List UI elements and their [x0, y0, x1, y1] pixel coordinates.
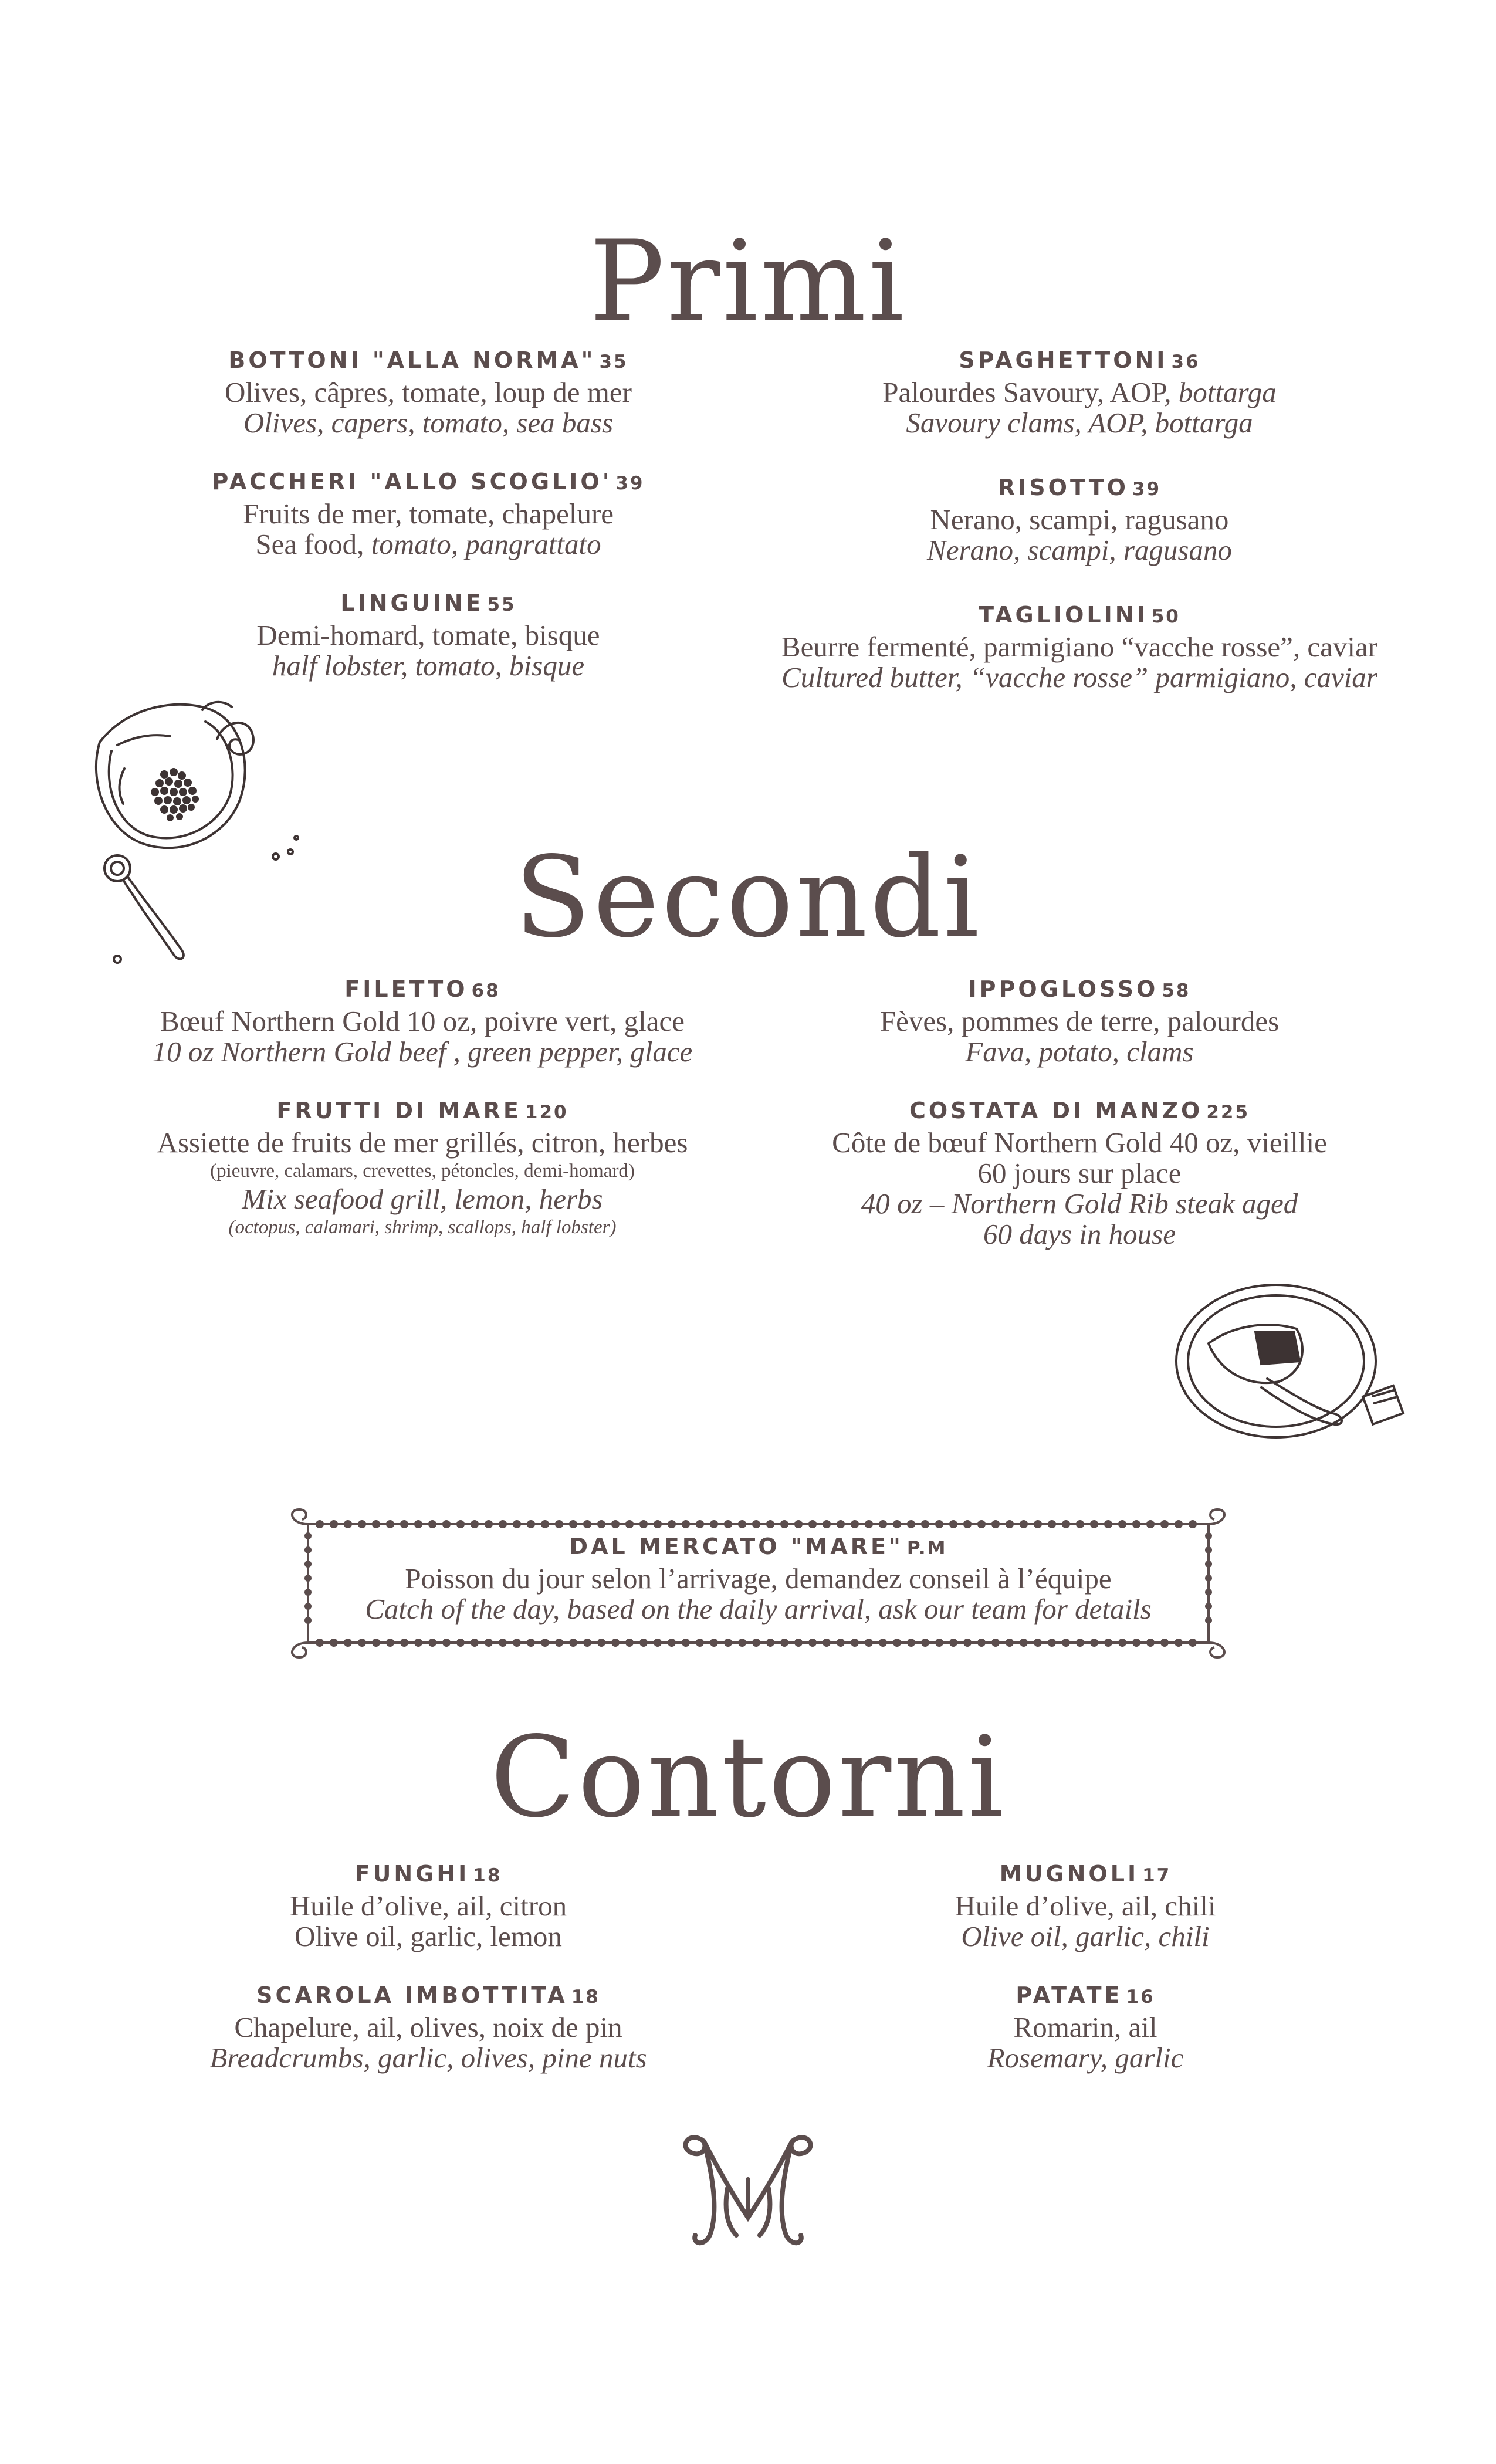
frame-bead [710, 1639, 718, 1647]
frame-bead [1132, 1520, 1140, 1528]
frame-bead [1175, 1520, 1183, 1528]
frame-bead [499, 1520, 507, 1528]
item-price: 18 [473, 1865, 502, 1886]
frame-bead [654, 1520, 662, 1528]
frame-bead [724, 1520, 732, 1528]
frame-bead [766, 1520, 774, 1528]
item-price: 17 [1142, 1865, 1172, 1886]
item-description-fr: Chapelure, ail, olives, noix de pin [234, 2011, 622, 2043]
frame-bead [358, 1639, 366, 1647]
frame-bead [738, 1520, 746, 1528]
secondi-right-column [769, 974, 1390, 1278]
frame-bead [1146, 1520, 1155, 1528]
item-name: RISOTTO [997, 475, 1129, 500]
section-title-contorni: Contorni [490, 1712, 1006, 1842]
frame-bead [358, 1520, 366, 1528]
item-description-en: Catch of the day, based on the daily arrival, ask our team for details [365, 1593, 1152, 1625]
frame-bead [1076, 1520, 1084, 1528]
frame-bead [991, 1520, 1000, 1528]
item-description-fr: Assiette de fruits de mer grillés, citron, herbes [157, 1126, 688, 1159]
item-description-fr: Demi-homard, tomate, bisque [256, 619, 600, 651]
item-name: IPPOGLOSSO [968, 976, 1159, 1002]
item-price: 55 [487, 594, 516, 615]
frame-bead [1048, 1639, 1056, 1647]
menu-item [769, 974, 1390, 1067]
item-description-en: Breadcrumbs, garlic, olives, pine nuts [209, 2042, 647, 2074]
frame-bead [696, 1639, 704, 1647]
frame-bead [794, 1520, 803, 1528]
item-price: 225 [1206, 1102, 1250, 1123]
contorni-right-column [827, 1859, 1343, 2101]
frame-bead [330, 1639, 338, 1647]
item-name: FILETTO [344, 976, 468, 1002]
contorni-left-column [153, 1859, 704, 2101]
frame-bead [400, 1520, 408, 1528]
frame-bead [400, 1639, 408, 1647]
frame-bead [471, 1520, 479, 1528]
frame-bead [597, 1520, 605, 1528]
item-price: 50 [1151, 606, 1180, 627]
frame-bead [808, 1639, 817, 1647]
frame-bead [1205, 1589, 1212, 1596]
frame-bead [1020, 1639, 1028, 1647]
frame-bead [752, 1520, 760, 1528]
frame-bead [316, 1520, 324, 1528]
menu-item [153, 466, 704, 560]
item-name: PATATE [1016, 1982, 1123, 2008]
item-description-fr: Fèves, pommes de terre, palourdes [879, 1005, 1280, 1037]
item-name: TAGLIOLINI [979, 602, 1148, 628]
item-price: 120 [524, 1102, 568, 1123]
frame-bead [555, 1520, 563, 1528]
item-name: COSTATA DI MANZO [909, 1098, 1203, 1123]
frame-bead [1160, 1639, 1169, 1647]
item-description-fr-italic: bottarga [1178, 376, 1277, 408]
plate-dish-illustration [1167, 1273, 1420, 1449]
item-description-en: Savoury clams, AOP, bottarga [906, 407, 1253, 439]
menu-item [129, 1095, 716, 1240]
menu-item [153, 1980, 704, 2073]
item-price: 68 [471, 980, 500, 1001]
frame-bead [442, 1520, 451, 1528]
section-title-secondi: Secondi [514, 832, 982, 962]
frame-bead [499, 1639, 507, 1647]
frame-bead [1205, 1617, 1212, 1624]
frame-bead [527, 1639, 535, 1647]
frame-bead [344, 1520, 352, 1528]
frame-bead [879, 1520, 887, 1528]
frame-bead [386, 1639, 394, 1647]
frame-bead [597, 1639, 605, 1647]
frame-bead [1118, 1520, 1126, 1528]
frame-bead [935, 1520, 943, 1528]
item-price: 58 [1162, 980, 1191, 1001]
item-description-fr: Olives, câpres, tomate, loup de mer [225, 376, 632, 408]
frame-bead [1146, 1639, 1155, 1647]
menu-item [153, 1859, 704, 1952]
frame-bead [724, 1639, 732, 1647]
frame-bead [1205, 1561, 1212, 1568]
frame-bead [541, 1639, 549, 1647]
item-description-en: Nerano, scampi, ragusano [927, 534, 1232, 566]
item-description-en-italic: tomato, pangrattato [371, 528, 601, 560]
frame-bead [837, 1520, 845, 1528]
frame-bead [639, 1639, 648, 1647]
item-description-en: Olives, capers, tomato, sea bass [243, 407, 614, 439]
frame-bead [823, 1520, 831, 1528]
frame-bead [808, 1520, 817, 1528]
frame-bead [1104, 1639, 1112, 1647]
menu-item [153, 588, 704, 681]
frame-bead [766, 1639, 774, 1647]
item-description-en [153, 529, 704, 560]
item-note-fr: (pieuvre, calamars, crevettes, pétoncles, demi-homard) [210, 1160, 635, 1182]
menu-item [153, 345, 704, 438]
item-description-fr-line2: 60 jours sur place [977, 1157, 1182, 1189]
item-price: 16 [1126, 1986, 1155, 2008]
frame-bead [837, 1639, 845, 1647]
frame-bead [485, 1520, 493, 1528]
frame-bead [456, 1520, 465, 1528]
frame-bead [935, 1639, 943, 1647]
frame-bead [1062, 1520, 1070, 1528]
frame-bead [893, 1520, 901, 1528]
item-description-fr: Romarin, ail [1013, 2011, 1157, 2043]
frame-bead [851, 1639, 859, 1647]
frame-bead [668, 1639, 676, 1647]
frame-bead [921, 1639, 929, 1647]
section-title-primi: Primi [589, 216, 907, 346]
frame-bead [513, 1520, 521, 1528]
frame-bead [794, 1639, 803, 1647]
item-description-en: Cultured butter, “vacche rosse” parmigiano, caviar [781, 661, 1377, 693]
frame-bead [1020, 1520, 1028, 1528]
item-description-en: Rosemary, garlic [987, 2042, 1184, 2074]
secondi-left-column [129, 974, 716, 1268]
frame-bead [625, 1639, 634, 1647]
item-description-fr: Huile d’olive, ail, chili [955, 1890, 1216, 1922]
frame-bead [1205, 1603, 1212, 1610]
item-price: 35 [599, 351, 628, 373]
frame-bead [1205, 1532, 1212, 1539]
menu-item [757, 600, 1402, 693]
menu-item [757, 345, 1402, 438]
item-price: P.M [906, 1538, 947, 1559]
item-name: FRUTTI DI MARE [276, 1098, 522, 1123]
frame-bead [372, 1639, 380, 1647]
frame-bead [1118, 1639, 1126, 1647]
frame-bead [569, 1520, 577, 1528]
item-name: BOTTONI "ALLA NORMA" [228, 347, 596, 373]
item-name: SCAROLA IMBOTTITA [256, 1982, 568, 2008]
item-description-en: Olive oil, garlic, chili [961, 1920, 1210, 1952]
primi-right-column [757, 345, 1402, 721]
frame-bead [879, 1639, 887, 1647]
frame-bead [907, 1639, 915, 1647]
frame-bead [428, 1520, 436, 1528]
item-name: DAL MERCATO "MARE" [569, 1534, 903, 1559]
frame-bead [1175, 1639, 1183, 1647]
frame-bead [330, 1520, 338, 1528]
monogram-letter: M [747, 2247, 749, 2248]
menu-item [129, 974, 716, 1067]
frame-bead [1189, 1520, 1197, 1528]
frame-bead [541, 1520, 549, 1528]
frame-bead [865, 1520, 873, 1528]
menu-item [769, 1095, 1390, 1250]
frame-bead [471, 1639, 479, 1647]
frame-bead [513, 1639, 521, 1647]
frame-bead [851, 1520, 859, 1528]
frame-bead [977, 1639, 986, 1647]
frame-bead [696, 1520, 704, 1528]
frame-bead [611, 1520, 620, 1528]
frame-bead [414, 1520, 422, 1528]
frame-bead [456, 1639, 465, 1647]
frame-bead [428, 1639, 436, 1647]
frame-bead [1090, 1520, 1098, 1528]
frame-bead [569, 1639, 577, 1647]
frame-bead [682, 1639, 690, 1647]
item-note-en: (octopus, calamari, shrimp, scallops, half lobster) [228, 1217, 617, 1238]
frame-bead [949, 1520, 957, 1528]
menu-item [827, 1980, 1343, 2073]
frame-bead [1104, 1520, 1112, 1528]
frame-bead [386, 1520, 394, 1528]
frame-bead [1076, 1639, 1084, 1647]
frame-bead [668, 1520, 676, 1528]
item-price: 18 [571, 1986, 600, 2008]
frame-bead [823, 1639, 831, 1647]
primi-left-column [153, 345, 704, 709]
frame-bead [949, 1639, 957, 1647]
frame-bead [625, 1520, 634, 1528]
item-description-en: 10 oz Northern Gold beef , green pepper, glace [152, 1035, 693, 1068]
frame-bead [555, 1639, 563, 1647]
frame-bead [1034, 1520, 1042, 1528]
dal-mercato-box [311, 1531, 1206, 1624]
frame-bead [991, 1639, 1000, 1647]
item-description-en: half lobster, tomato, bisque [272, 649, 585, 682]
monogram-emblem [678, 2124, 818, 2253]
frame-bead [977, 1520, 986, 1528]
frame-bead [583, 1520, 591, 1528]
item-description-en: Fava, potato, clams [965, 1035, 1194, 1068]
frame-bead [752, 1639, 760, 1647]
frame-bead [316, 1639, 324, 1647]
frame-bead [611, 1639, 620, 1647]
frame-bead [1034, 1639, 1042, 1647]
item-description-fr: Poisson du jour selon l’arrivage, demandez conseil à l’équipe [405, 1562, 1112, 1595]
item-description-fr: Beurre fermenté, parmigiano “vacche rosse”, caviar [781, 631, 1378, 663]
frame-bead [963, 1520, 972, 1528]
frame-bead [654, 1639, 662, 1647]
item-price: 36 [1171, 351, 1200, 373]
item-name: SPAGHETTONI [959, 347, 1168, 373]
item-description-en-line2: 60 days in house [983, 1218, 1176, 1250]
frame-bead [710, 1520, 718, 1528]
frame-bead [921, 1520, 929, 1528]
frame-bead [485, 1639, 493, 1647]
item-name: FUNGHI [354, 1861, 470, 1887]
frame-bead [639, 1520, 648, 1528]
frame-bead [1205, 1546, 1212, 1553]
item-name: MUGNOLI [999, 1861, 1139, 1887]
item-name: PACCHERI "ALLO SCOGLIO' [212, 469, 612, 495]
item-description-en: Mix seafood grill, lemon, herbs [242, 1183, 603, 1215]
frame-bead [1006, 1520, 1014, 1528]
frame-bead [963, 1639, 972, 1647]
item-description-fr: Huile d’olive, ail, citron [289, 1890, 567, 1922]
frame-bead [1062, 1639, 1070, 1647]
frame-bead [865, 1639, 873, 1647]
frame-bead [1048, 1520, 1056, 1528]
frame-bead [1132, 1639, 1140, 1647]
frame-bead [414, 1639, 422, 1647]
menu-item [757, 472, 1402, 566]
frame-bead [442, 1639, 451, 1647]
frame-bead [1090, 1639, 1098, 1647]
frame-bead [682, 1520, 690, 1528]
menu-item [827, 1859, 1343, 1952]
item-description-fr: Bœuf Northern Gold 10 oz, poivre vert, glace [160, 1005, 685, 1037]
item-price: 39 [1132, 479, 1162, 500]
frame-bead [372, 1520, 380, 1528]
item-name: LINGUINE [340, 590, 484, 616]
item-description-fr-plain: Palourdes Savoury, AOP, [882, 376, 1179, 408]
item-description-fr: Fruits de mer, tomate, chapelure [242, 497, 614, 530]
frame-bead [527, 1520, 535, 1528]
frame-bead [1006, 1639, 1014, 1647]
frame-bead [1160, 1520, 1169, 1528]
item-description-en: Olive oil, garlic, lemon [295, 1920, 562, 1952]
frame-bead [344, 1639, 352, 1647]
frame-bead [893, 1639, 901, 1647]
item-description-en: 40 oz – Northern Gold Rib steak aged [861, 1187, 1298, 1220]
frame-bead [1205, 1575, 1212, 1582]
frame-bead [738, 1639, 746, 1647]
item-description-fr: Côte de bœuf Northern Gold 40 oz, vieillie [832, 1126, 1327, 1159]
frame-bead [1189, 1639, 1197, 1647]
item-description-en-plain: Sea food, [255, 528, 371, 560]
item-price: 39 [615, 473, 645, 494]
item-description-fr [757, 377, 1402, 408]
item-description-fr: Nerano, scampi, ragusano [930, 503, 1229, 536]
frame-bead [907, 1520, 915, 1528]
frame-bead [583, 1639, 591, 1647]
frame-bead [780, 1520, 788, 1528]
frame-bead [780, 1639, 788, 1647]
